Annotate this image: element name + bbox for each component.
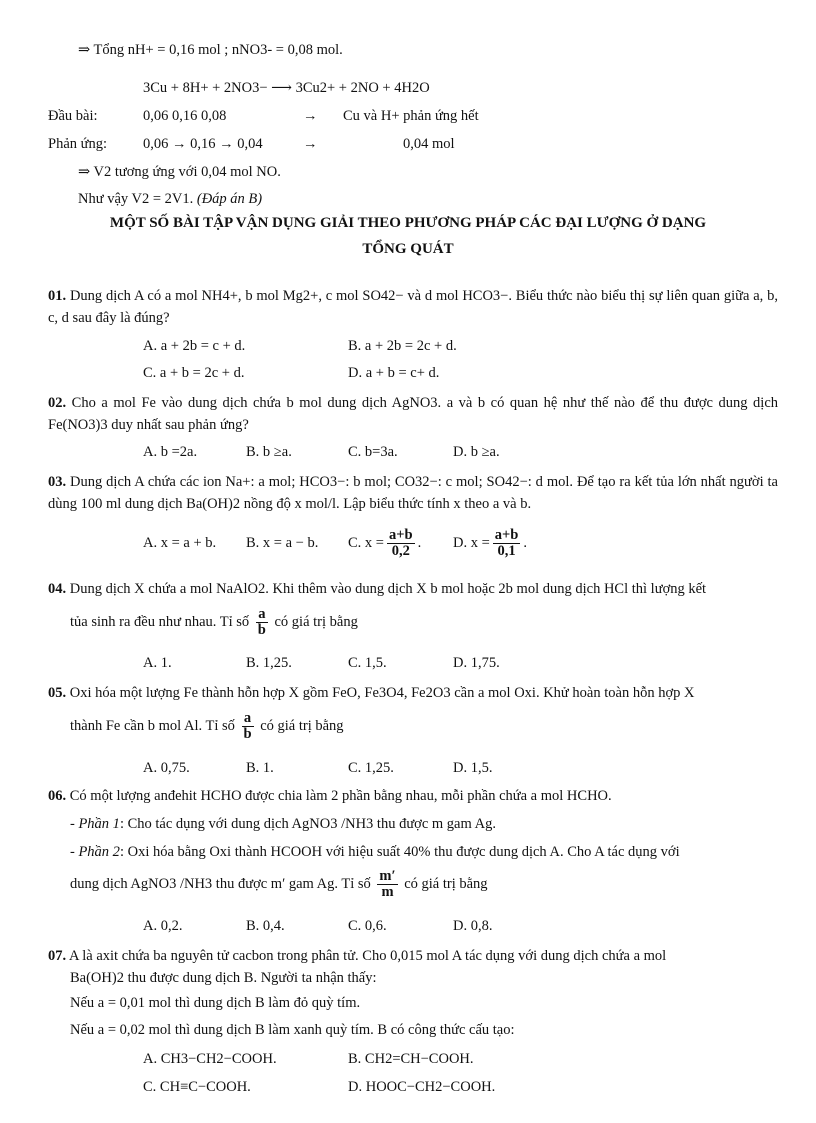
q07-option-b[interactable]: B. CH2=CH−COOH. [348,1051,474,1067]
question-06-part-2 [70,842,680,862]
fraction-numerator: m′ [379,868,396,885]
question-01 [48,285,778,329]
question-text: Dung dịch A chứa các ion Na+: a mol; HCO3−: b mol; CO32−: c mol; SO42−: d mol. Để tạo ra kết tủa lớn nhất người ta dùng 100 ml dung dịch Ba(OH)2 nồng độ x mol/l. Lập biểu thức tính x theo a và b. [48,474,778,512]
question-07-line-1 [48,946,666,966]
question-05-line-2 [70,706,344,746]
q03-option-c[interactable]: C. x = $\frac{a+b}{0,2}$ . [348,527,422,560]
dau-bai-label: Đầu bài: [48,108,98,124]
q03-option-d-label: D. x = [453,535,490,551]
question-number: 05. [48,685,67,701]
q05-option-a[interactable]: A. 0,75. [143,760,190,776]
fraction-denominator: 0,1 [497,543,516,560]
q02-option-a[interactable]: A. b =2a. [143,444,198,460]
part-label: - Phần 2 [70,844,120,860]
dau-bai-arrow: → [303,108,318,124]
q04-option-a[interactable]: A. 1. [143,655,172,671]
fraction-numerator: a [256,607,268,623]
fraction-numerator: a+b [388,527,413,544]
fraction-denominator: b [243,726,252,743]
fraction-denominator: 0,2 [391,543,410,560]
part-label: - Phần 1 [70,816,120,832]
question-text: có giá trị bằng [404,876,488,892]
q07-option-d[interactable]: D. HOOC−CH2−COOH. [348,1079,496,1095]
q06-option-b[interactable]: B. 0,4. [246,918,285,934]
question-06-line-1 [48,786,612,806]
question-text: Cho a mol Fe vào dung dịch chứa b mol dung dịch AgNO3. a và b có quan hệ như thế nào để thu được dung dịch Fe(NO3)3 duy nhất sau phản ứng? [48,395,779,433]
fraction [377,869,397,900]
q01-option-b[interactable]: B. a + 2b = 2c + d. [348,338,457,354]
q03-option-c-label: C. x = [348,535,384,551]
fraction-denominator: b [257,622,266,639]
answer-note: (Đáp án B) [196,191,263,207]
q07-option-a[interactable]: A. CH3−CH2−COOH. [143,1051,277,1067]
question-text: thành Fe cần b mol Al. Tỉ số [70,718,235,734]
q03-option-a[interactable]: A. x = a + b. [143,535,217,551]
question-number: 07. [48,948,67,964]
question-text: Dung dịch A có a mol NH4+, b mol Mg2+, c mol SO42− và d mol HCO3−. Biểu thức nào biểu thị sự liên quan giữa a, b, c, d sau đây là đúng? [48,288,778,326]
part-text: : Oxi hóa bằng Oxi thành HCOOH với hiệu suất 40% thu được dung dịch A. Cho A tác dụng với [119,844,680,860]
question-text: Có một lượng anđehit HCHO được chia làm 2 phần bằng nhau, mỗi phần chứa a mol HCHO. [69,788,612,804]
section-title-line-2: TỔNG QUÁT [362,241,454,257]
question-number: 03. [48,474,67,490]
q06-option-c[interactable]: C. 0,6. [348,918,387,934]
q06-option-a[interactable]: A. 0,2. [143,918,183,934]
question-text: dung dịch AgNO3 /NH3 thu được m′ gam Ag. Tỉ số [70,876,371,892]
question-04-line-1 [48,579,706,599]
conclusion-line [78,189,262,209]
question-number: 02. [48,395,67,411]
question-text: A là axit chứa ba nguyên tử cacbon trong phân tử. Cho 0,015 mol A tác dụng với dung dịch chứa a mol [68,948,667,964]
question-07-line-4: Nếu a = 0,02 mol thì dung dịch B làm xanh quỳ tím. B có công thức cấu tạo: [70,1022,515,1038]
q02-option-b[interactable]: B. b ≥a. [246,444,292,460]
fraction [387,528,415,559]
q01-option-c[interactable]: C. a + b = 2c + d. [143,365,245,381]
q07-option-c[interactable]: C. CH≡C−COOH. [143,1079,251,1095]
question-03 [48,471,778,515]
q05-option-b[interactable]: B. 1. [246,760,274,776]
dau-bai-values: 0,06 0,16 0,08 [143,108,227,124]
question-06-part-2-cont [70,864,488,904]
question-text: Dung dịch X chứa a mol NaAlO2. Khi thêm vào dung dịch X b mol hoặc 2b mol dung dịch HCl thì lượng kết [69,581,707,597]
reaction-equation: 3Cu + 8H+ + 2NO3− ⟶ 3Cu2+ + 2NO + 4H2O [143,80,430,96]
fraction [242,711,254,742]
fraction-denominator: m [381,884,394,901]
q02-option-c[interactable]: C. b=3a. [348,444,398,460]
question-04-line-2 [70,602,358,642]
q01-option-d[interactable]: D. a + b = c+ d. [348,365,440,381]
question-text: Oxi hóa một lượng Fe thành hỗn hợp X gồm FeO, Fe3O4, Fe2O3 cần a mol Oxi. Khử hoàn toàn hỗn hợp X [69,685,695,701]
q04-option-b[interactable]: B. 1,25. [246,655,292,671]
question-number: 06. [48,788,67,804]
question-07-line-3: Nếu a = 0,01 mol thì dung dịch B làm đỏ quỳ tím. [70,995,361,1011]
question-07-line-2: Ba(OH)2 thu được dung dịch B. Người ta nhận thấy: [70,970,377,986]
q01-option-a[interactable]: A. a + 2b = c + d. [143,338,246,354]
phan-ung-values: 0,06 → 0,16 → 0,04 [143,136,263,152]
q05-option-c[interactable]: C. 1,25. [348,760,394,776]
fraction-numerator: a+b [494,527,519,544]
question-number: 04. [48,581,67,597]
fraction [493,528,521,559]
q03-option-b[interactable]: B. x = a − b. [246,535,319,551]
q04-option-c[interactable]: C. 1,5. [348,655,387,671]
question-02 [48,392,778,436]
total-moles-line: ⇒ Tổng nH+ = 0,16 mol ; nNO3- = 0,08 mol. [78,42,343,58]
conclusion-text: Như vậy V2 = 2V1. [78,191,194,207]
q02-option-d[interactable]: D. b ≥a. [453,444,500,460]
question-number: 01. [48,288,67,304]
dau-bai-note: Cu và H+ phản ứng hết [343,108,479,124]
part-text: : Cho tác dụng với dung dịch AgNO3 /NH3 thu được m gam Ag. [119,816,496,832]
question-text: tủa sinh ra đều như nhau. Tỉ số [70,614,250,630]
phan-ung-result: 0,04 mol [403,136,455,152]
q04-option-d[interactable]: D. 1,75. [453,655,500,671]
question-05-line-1 [48,683,694,703]
question-text: có giá trị bằng [260,718,344,734]
section-title-line-1: MỘT SỐ BÀI TẬP VẬN DỤNG GIẢI THEO PHƯƠNG PHÁP CÁC ĐẠI LƯỢNG Ở DẠNG [109,215,707,231]
phan-ung-arrow: → [303,136,318,152]
phan-ung-label: Phản ứng: [48,136,108,152]
fraction-numerator: a [242,711,254,727]
q06-option-d[interactable]: D. 0,8. [453,918,493,934]
q05-option-d[interactable]: D. 1,5. [453,760,493,776]
q03-option-d[interactable]: D. x = $\frac{a+b}{0,1}$ . [453,527,527,560]
question-text: có giá trị bằng [274,614,358,630]
v2-line: ⇒ V2 tương ứng với 0,04 mol NO. [78,164,281,180]
fraction [256,607,268,638]
question-06-part-1 [70,814,496,834]
